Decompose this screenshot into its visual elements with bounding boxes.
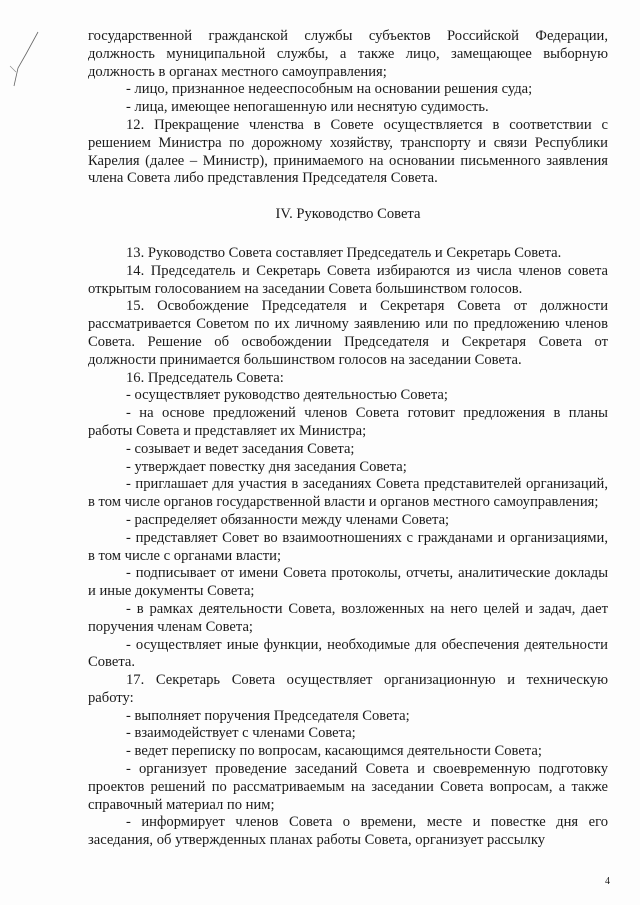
paragraph: - лицо, признанное недееспособным на основании решения суда; [126, 81, 533, 98]
paragraph: государственной гражданской службы субъектов Российской Федерации, должность муниципальной службы, а также лицо, замещающее выборную должность в органах местного самоуправления; [88, 28, 608, 80]
page-number: 4 [605, 876, 610, 887]
document-body [88, 28, 608, 850]
paragraph: 17. Секретарь Совета осуществляет организационную и техническую работу: [88, 672, 608, 706]
paragraph: - выполняет поручения Председателя Совета; [126, 707, 410, 724]
paragraph: - лица, имеющее непогашенную или неснятую судимость. [126, 99, 489, 116]
paragraph: 16. Председатель Совета: [126, 369, 284, 386]
paragraph: - подписывает от имени Совета протоколы, отчеты, аналитические доклады и иные документы Совета; [88, 565, 608, 600]
paragraph: 14. Председатель и Секретарь Совета избираются из числа членов совета открытым голосованием на заседании Совета большинством голосов. [88, 262, 608, 297]
paragraph: - организует проведение заседаний Совета и своевременную подготовку проектов решений по рассматриваемым на заседании Совета вопросам, а также справочный материал по ним; [88, 761, 608, 813]
margin-pen-mark [4, 28, 44, 88]
paragraph: 12. Прекращение членства в Совете осуществляется в соответствии с решением Министра по дорожному хозяйству, транспорту и связи Республики Карелия (далее – Министр), принимаемого на основании письменного заявления члена Совета либо представления Председателя Совета. [88, 116, 608, 187]
paragraph: - осуществляет иные функции, необходимые для обеспечения деятельности Совета. [88, 636, 608, 671]
paragraph: - взаимодействует с членами Совета; [126, 725, 356, 742]
paragraph: - приглашает для участия в заседаниях Совета представителей организаций, в том числе органов государственной власти и органов местного самоуправления; [88, 476, 608, 511]
paragraph: - в рамках деятельности Совета, возложенных на него целей и задач, дает поручения членам Совета; [88, 600, 608, 635]
section-heading: IV. Руководство Совета [275, 206, 421, 223]
paragraph: - утверждает повестку дня заседания Совета; [126, 458, 407, 475]
paragraph: 13. Руководство Совета составляет Председатель и Секретарь Совета. [126, 244, 562, 261]
paragraph: - на основе предложений членов Совета готовит предложения в планы работы Совета и представляет их Министра; [88, 405, 608, 439]
paragraph: - ведет переписку по вопросам, касающимся деятельности Совета; [126, 743, 542, 760]
paragraph: - распределяет обязанности между членами Совета; [126, 511, 450, 528]
paragraph: 15. Освобождение Председателя и Секретаря Совета от должности рассматривается Советом по их личному заявлению или по предложению членов Совета. Решение об освобождении Председателя и Секретаря Совета от должности принимается большинством голосов на заседании Совета. [88, 298, 608, 368]
paragraph: - созывает и ведет заседания Совета; [126, 440, 355, 457]
paragraph: - информирует членов Совета о времени, месте и повестке дня его заседания, об утвержденных планах работы Совета, организует рассылку [88, 814, 608, 849]
paragraph: - осуществляет руководство деятельностью Совета; [126, 387, 448, 404]
paragraph: - представляет Совет во взаимоотношениях с гражданами и организациями, в том числе с органами власти; [88, 529, 608, 564]
